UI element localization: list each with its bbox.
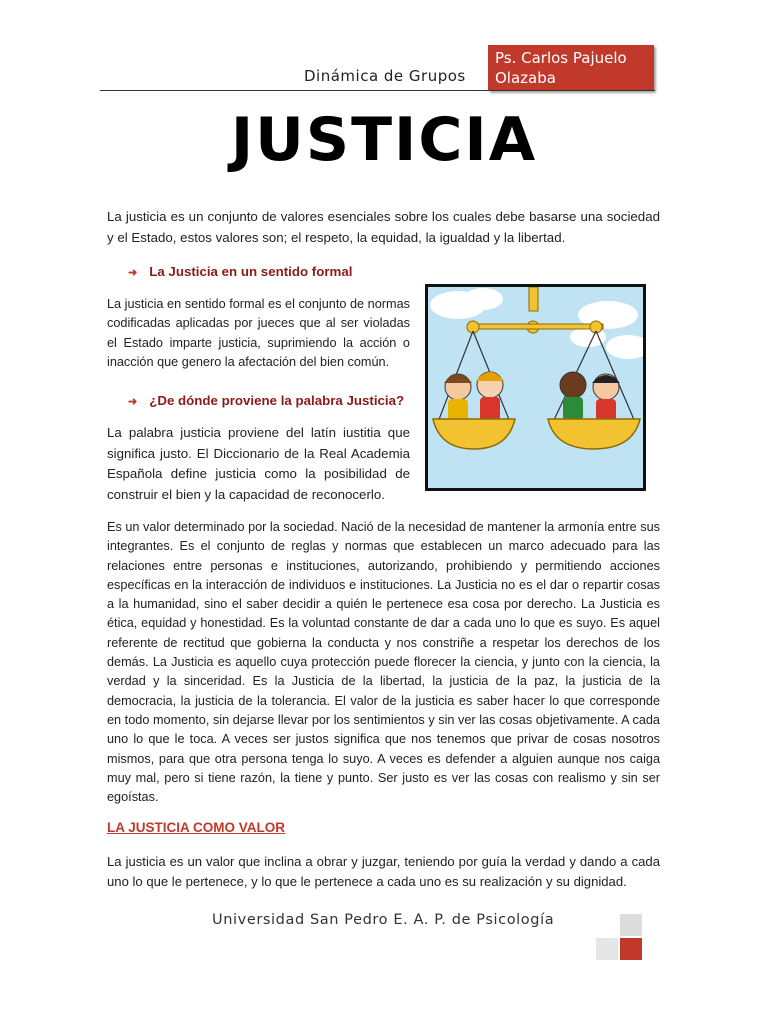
section-formal-paragraph: La justicia en sentido formal es el conjunto de normas codificadas aplicadas por jueces que al ser violadas el Estado imparte justicia, suprimiendo la acción o inacción que genero la afectación del bien común. — [107, 297, 410, 369]
course-name: Dinámica de Grupos — [304, 67, 466, 85]
scales-of-justice-illustration — [425, 284, 646, 491]
author-badge — [488, 45, 654, 91]
section-heading-formal — [128, 264, 352, 279]
footer-decoration-square — [596, 938, 618, 960]
section-heading-formal-label: La Justicia en un sentido formal — [149, 264, 353, 279]
section-heading-origin — [128, 393, 404, 408]
scales-of-justice-icon — [428, 287, 643, 488]
section-origin-paragraph: La palabra justicia proviene del latín iustitia que significa justo. El Diccionario de la Real Academia Española define justicia como la posibilidad de construir el bien y la capacidad de reconocerlo. — [107, 425, 410, 502]
arrow-bullet-icon: ➜ — [128, 396, 138, 408]
intro-paragraph: La justicia es un conjunto de valores esenciales sobre los cuales debe basarse una sociedad y el Estado, estos valores son; el respeto, la equidad, la igualdad y la libertad. — [107, 209, 660, 245]
footer-decoration-square — [620, 938, 642, 960]
page-title: JUSTICIA — [230, 105, 538, 175]
header-divider — [100, 90, 655, 91]
section-heading-origin-label: ¿De dónde proviene la palabra Justicia? — [149, 393, 405, 408]
author-line-1: Ps. Carlos Pajuelo — [495, 49, 627, 67]
body-paragraph: Es un valor determinado por la sociedad. Nació de la necesidad de mantener la armonía entre sus integrantes. Es el conjunto de reglas y normas que establecen un marco adecuado para las relaciones entre personas e instituciones, autorizando, prohibiendo y permitiendo acciones específicas en la interacción de individuos e instituciones. La Justicia no es el dar o repartir cosas a la humanidad, sino el saber decidir a quién le pertenece esa cosa por derecho. La Justicia es ética, equidad y honestidad. Es la voluntad constante de dar a cada uno lo que es suyo. Es aquel referente de rectitud que gobierna la conducta y nos constriñe a respetar los derechos de los demás. La Justicia es aquello cuya protección puede florecer la ciencia, y junto con la ciencia, la verdad y la sinceridad. Es la Justicia de la libertad, la justicia de la paz, la justicia de la democracia, la justicia de la tolerancia. El valor de la justicia es saber hacer lo que corresponde en todo momento, sin dejarse llevar por los sentimientos y sin ver las cosas objetivamente. A cada uno lo que le toca. A veces ser justos significa que nos tenemos que privar de cosas nosotros mismos, para que otra persona tenga lo suyo. A veces es defender a alguien aunque nos caiga muy mal, pero si tiene razón, la tiene y punto. Ser justo es ver las cosas con realismo y sin ser egoístas. — [107, 520, 660, 805]
section-value-paragraph: La justicia es un valor que inclina a obrar y juzgar, teniendo por guía la verdad y dando a cada uno lo que le pertenece, y lo que le pertenece a cada uno es su realización y su dignidad. — [107, 854, 660, 889]
author-line-2: Olazaba — [495, 69, 556, 87]
arrow-bullet-icon: ➜ — [128, 267, 138, 279]
footer-university: Universidad San Pedro E. A. P. de Psicología — [212, 912, 555, 928]
section-heading-value: LA JUSTICIA COMO VALOR — [107, 820, 285, 835]
footer-decoration-square — [620, 914, 642, 936]
